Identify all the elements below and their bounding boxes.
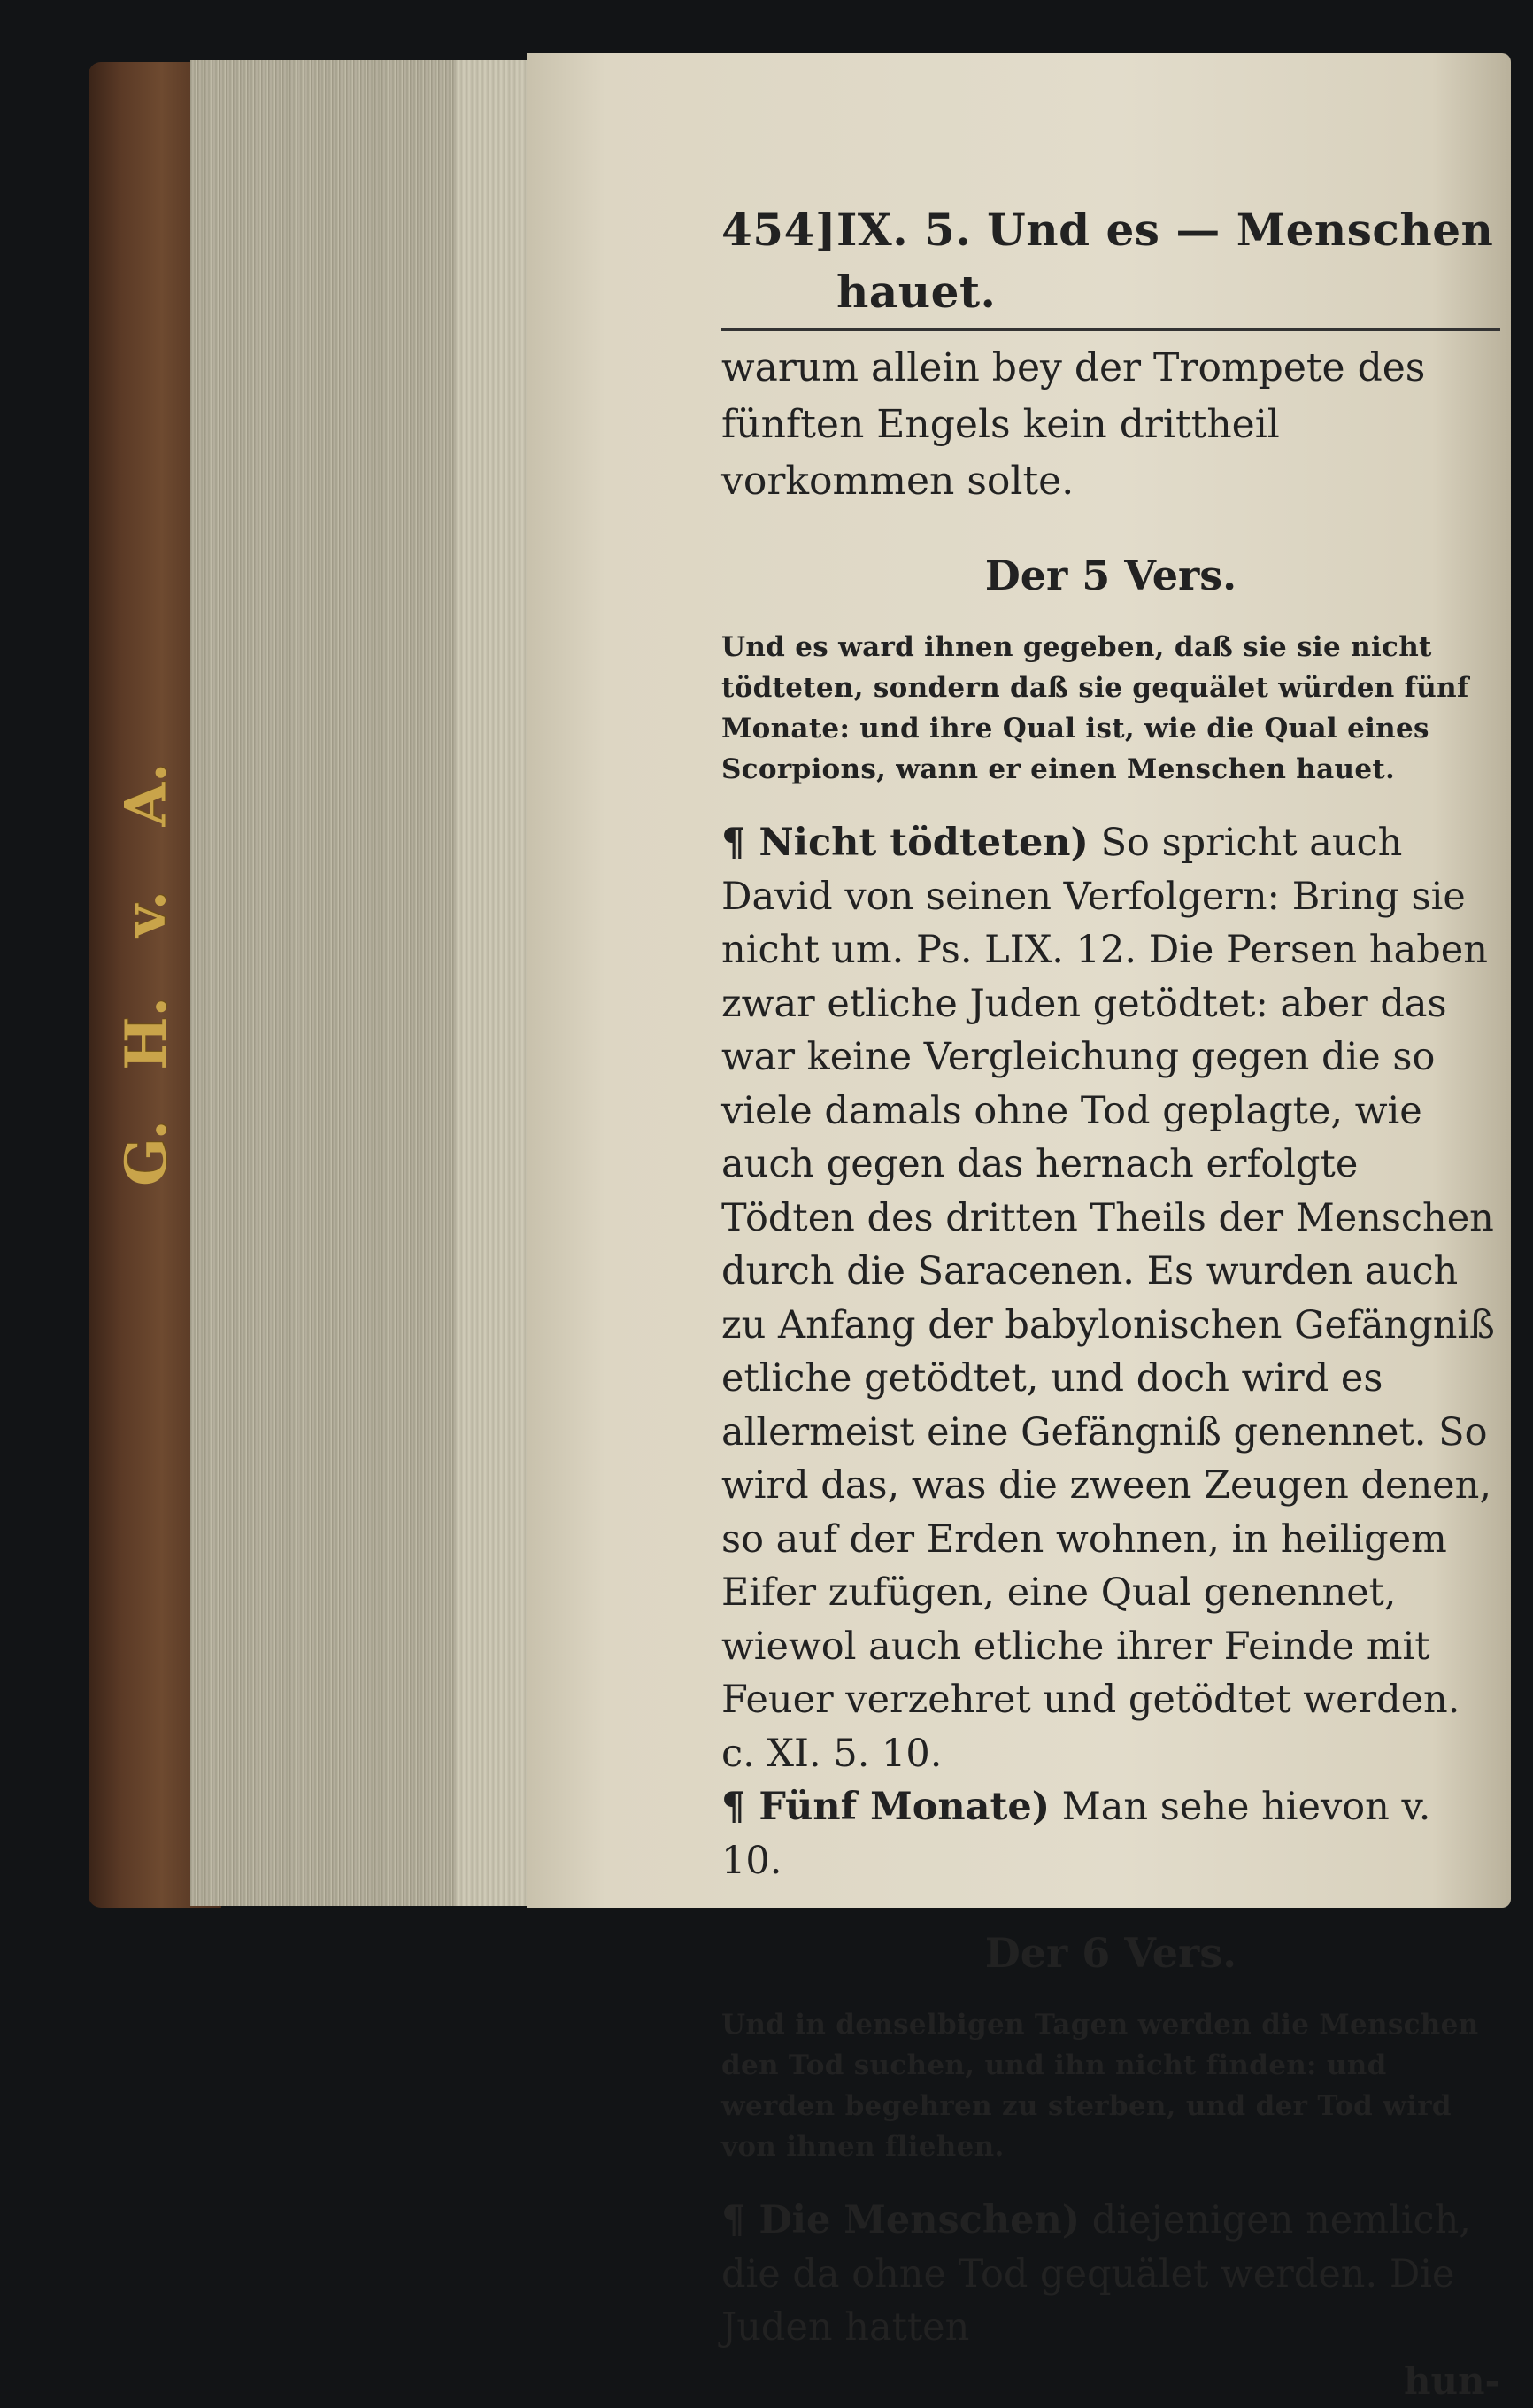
commentary-lemma: ¶ Nicht tödteten): [721, 821, 1089, 865]
commentary-text: So spricht auch David von seinen Verfolgern: Bring sie nicht um. Ps. LIX. 12. Die Persen haben zwar etliche Juden getödtet: aber das war keine Vergleichung gegen die so viele damals ohne Tod geplagte, wie auch gegen das hernach erfolgte Tödten des dritten Theils der Menschen durch die Saracenen. Es wurden auch zu Anfang der babylonischen Gefängniß etliche getödtet, und doch wird es allermeist eine Gefängniß genennet. So wird das, was die zween Zeugen denen, so auf der Erden wohnen, in heiligem Eifer zufügen, eine Qual genennet, wiewol auch etliche ihrer Feinde mit Feuer verzehret und getödtet werden. c. XI. 5. 10.: [721, 821, 1495, 1776]
spine-letter: G.: [112, 1120, 180, 1186]
intro-paragraph: warum allein bey der Trompete des fünften Engels kein drittheil vorkommen solte.: [721, 345, 1426, 504]
commentary-paragraph: [721, 2194, 1500, 2355]
spine-letter: A.: [112, 762, 180, 827]
verse-text: Und es ward ihnen gegeben, daß sie sie nicht tödteten, sondern daß sie gequälet würden fünf Monate: und ihre Qual ist, wie die Qual eines Scorpions, wann er einen Menschen hauet.: [721, 631, 1469, 785]
spine-gilt-lettering: [97, 761, 195, 1186]
page-text-block: [721, 199, 1500, 2408]
commentary-text: diejenigen nemlich, die da ohne Tod gequälet werden. Die Juden hatten: [721, 2198, 1471, 2350]
page-edges: [190, 60, 544, 1906]
commentary-lemma: ¶ Die Menschen): [721, 2198, 1081, 2242]
page-number: 454]: [721, 204, 837, 256]
running-title: IX. 5. Und es — Menschen hauet.: [836, 204, 1494, 318]
spine-letter: H.: [112, 997, 180, 1070]
commentary-paragraph: [721, 1780, 1500, 1887]
running-header: [721, 199, 1500, 323]
spine-letter: v.: [112, 890, 180, 938]
commentary-lemma: ¶ Fünf Monate): [721, 1785, 1051, 1829]
catchword: hun-: [1403, 2358, 1500, 2403]
verse-text: Und in denselbigen Tagen werden die Menschen den Tod suchen, und ihn nicht finden: und werden begehren zu sterben, und der Tod wird von ihnen fliehen.: [721, 2009, 1479, 2163]
commentary-text: Man sehe hievon v. 10.: [721, 1785, 1431, 1883]
commentary-paragraph: [721, 816, 1500, 1780]
section-heading: Der 5 Vers.: [984, 552, 1237, 599]
header-rule: [721, 328, 1500, 331]
section-heading: Der 6 Vers.: [984, 1929, 1237, 1977]
